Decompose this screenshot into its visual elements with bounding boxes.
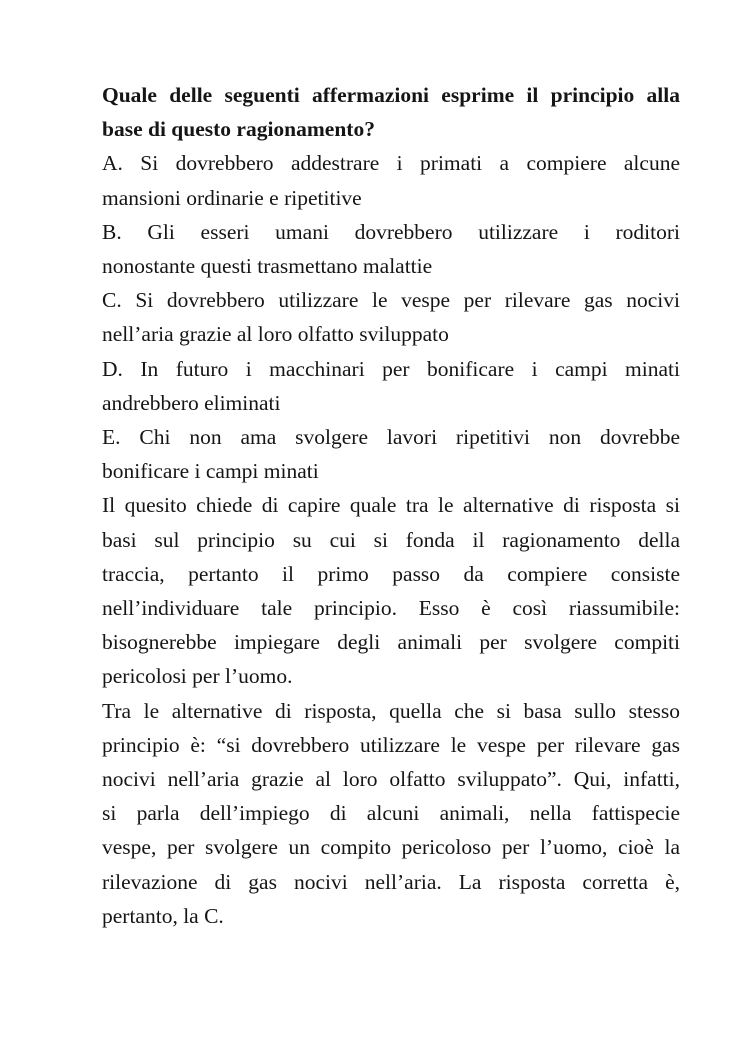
explanation-line: nocivi nell’aria grazie al loro olfatto sviluppato”. Qui, infatti,: [102, 767, 680, 792]
explanation-line: pericolosi per l’uomo.: [102, 664, 293, 689]
explanation-paragraph-2: [102, 694, 680, 933]
option-b: [102, 215, 680, 283]
option-b-line: B. Gli esseri umani dovrebbero utilizzare i roditori: [102, 219, 680, 244]
option-c-line: nell’aria grazie al loro olfatto sviluppato: [102, 322, 449, 347]
explanation-line: traccia, pertanto il primo passo da compiere consiste: [102, 561, 680, 586]
explanation-line: bisognerebbe impiegare degli animali per svolgere compiti: [102, 630, 680, 655]
explanation-line: pertanto, la C.: [102, 903, 224, 928]
explanation-line: Il quesito chiede di capire quale tra le alternative di risposta si: [102, 493, 680, 518]
option-e-line: bonificare i campi minati: [102, 459, 319, 484]
option-e-line: E. Chi non ama svolgere lavori ripetitivi non dovrebbe: [102, 425, 680, 450]
option-e: [102, 420, 680, 488]
option-d: [102, 352, 680, 420]
explanation-line: nell’individuare tale principio. Esso è così riassumibile:: [102, 596, 680, 621]
explanation-paragraph-1: [102, 488, 680, 693]
option-d-line: D. In futuro i macchinari per bonificare i campi minati: [102, 356, 680, 381]
explanation-line: si parla dell’impiego di alcuni animali, nella fattispecie: [102, 801, 680, 826]
option-d-line: andrebbero eliminati: [102, 390, 281, 415]
option-a: [102, 146, 680, 214]
document-page: [102, 78, 680, 933]
option-c: [102, 283, 680, 351]
option-b-line: nonostante questi trasmettano malattie: [102, 254, 433, 279]
explanation-line: Tra le alternative di risposta, quella che si basa sullo stesso: [102, 698, 680, 723]
question-text: [102, 78, 680, 146]
answer-options: [102, 146, 680, 488]
explanation-line: vespe, per svolgere un compito pericoloso per l’uomo, cioè la: [102, 835, 680, 860]
option-c-line: C. Si dovrebbero utilizzare le vespe per rilevare gas nocivi: [102, 288, 680, 313]
explanation-line: rilevazione di gas nocivi nell’aria. La risposta corretta è,: [102, 869, 680, 894]
question-line: base di questo ragionamento?: [102, 117, 375, 142]
option-a-line: mansioni ordinarie e ripetitive: [102, 185, 362, 210]
explanation-line: basi sul principio su cui si fonda il ragionamento della: [102, 527, 680, 552]
question-line: Quale delle seguenti affermazioni esprime il principio alla: [102, 83, 680, 107]
explanation-line: principio è: “si dovrebbero utilizzare le vespe per rilevare gas: [102, 732, 680, 757]
option-a-line: A. Si dovrebbero addestrare i primati a compiere alcune: [102, 151, 680, 176]
